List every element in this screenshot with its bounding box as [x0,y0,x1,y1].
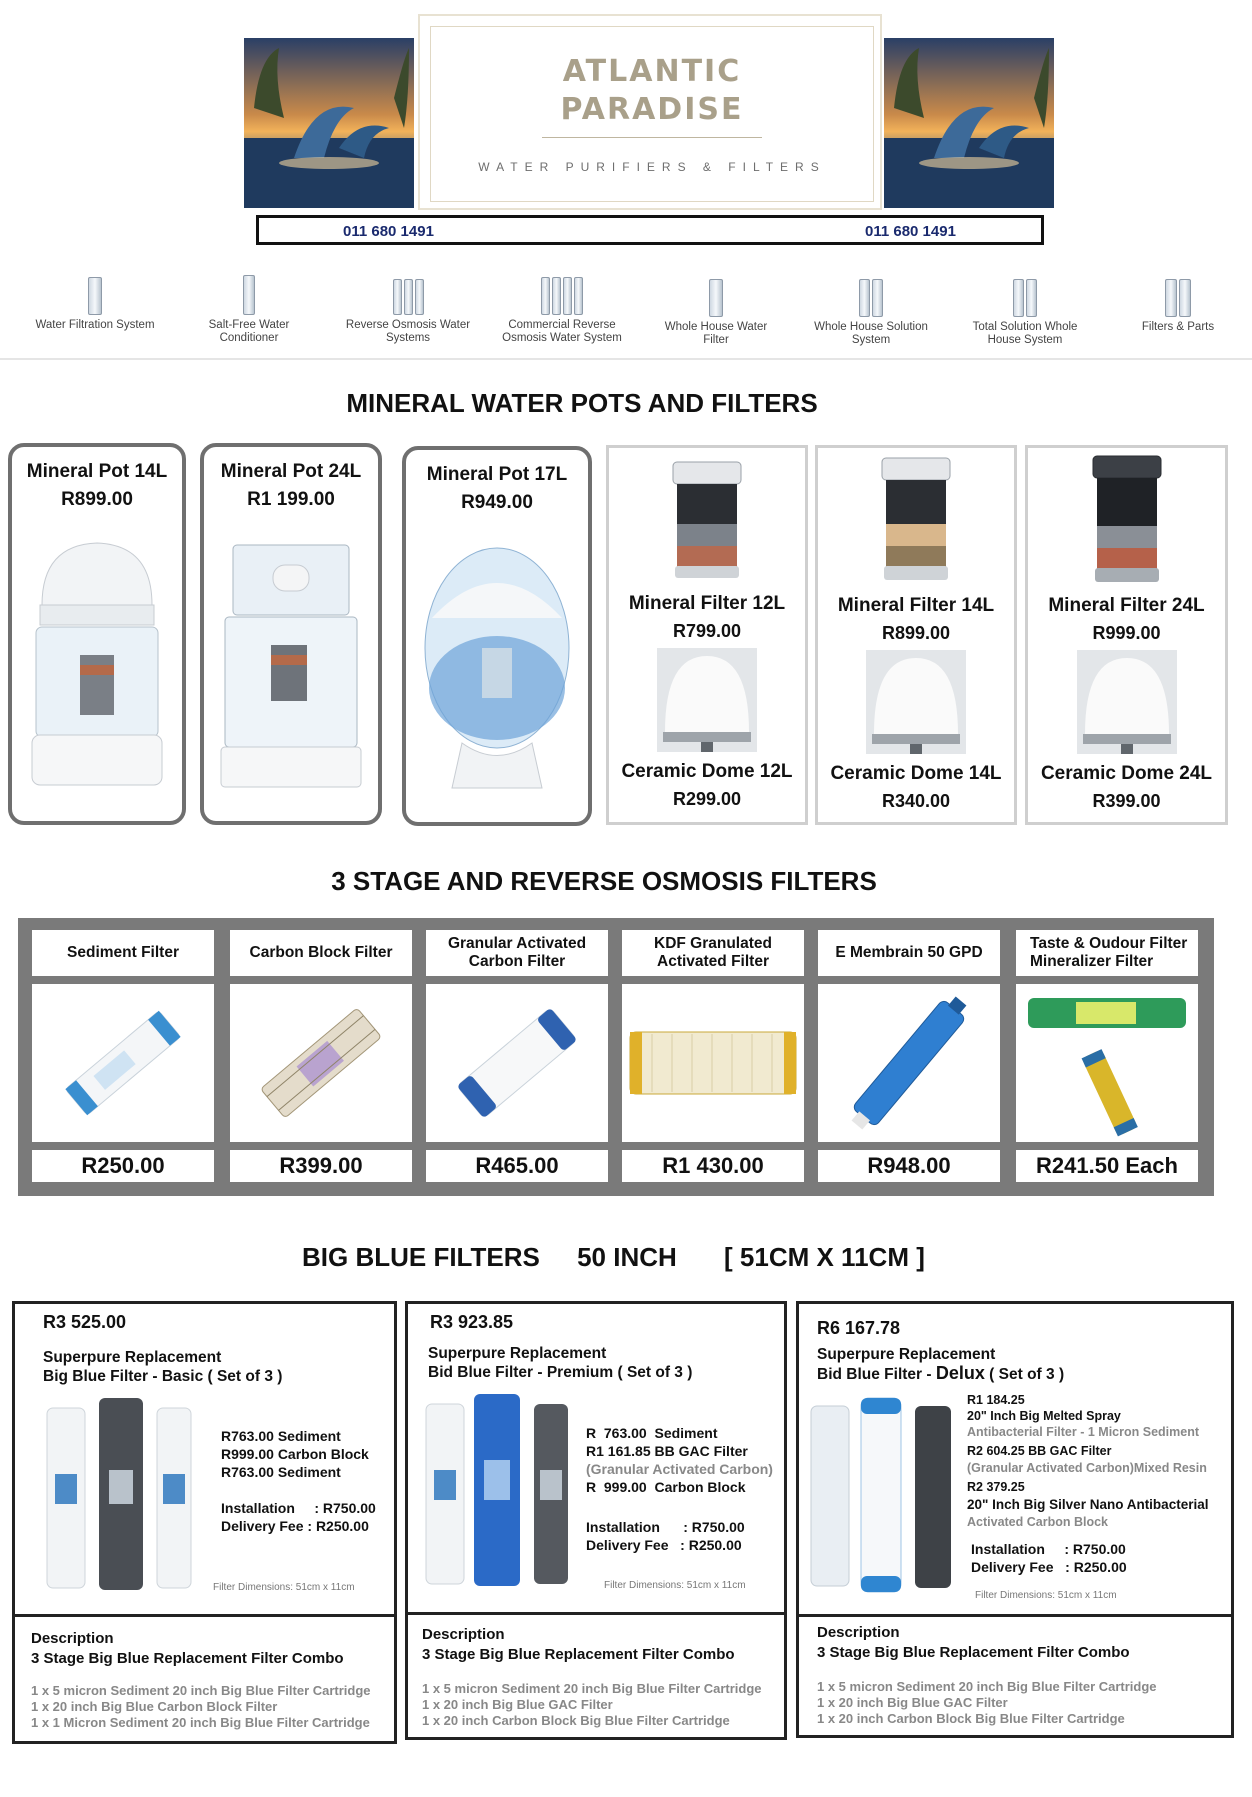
brand-name-line2: PARADISE [560,92,744,127]
category-label: Whole House Solution System [814,321,928,346]
taste-odour-filter-image [1016,984,1198,1142]
category-label: Filters & Parts [1141,321,1215,333]
spec-line: 20" Inch Big Melted Spray [967,1409,1121,1423]
spec-line: R2 604.25 BB GAC Filter [967,1444,1112,1458]
combo-price: R3 923.85 [430,1312,514,1332]
dome-name: Ceramic Dome 24L [1040,763,1213,784]
filter-price: R899.00 [881,623,951,643]
spec-line: R2 379.25 [967,1480,1025,1494]
description-title: 3 Stage Big Blue Replacement Filter Combo [817,1644,1130,1661]
kdf-filter-image [622,984,804,1142]
product-name: Mineral Pot 14L [26,461,168,482]
brand-name-line1: ATLANTIC [562,54,742,89]
stage-header-membrane: E Membrain 50 GPD [818,930,1000,976]
delivery-fee: Delivery Fee : R250.00 [586,1537,742,1553]
category-total-solution[interactable] [960,275,1090,347]
carbon-block-filter-image [230,984,412,1142]
stage-header-gac: Granular Activated Carbon Filter [426,930,608,976]
stage-header-kdf: KDF Granulated Activated Filter [622,930,804,976]
product-price: R899.00 [61,489,133,510]
filter-dimensions: Filter Dimensions: 51cm x 11cm [975,1590,1117,1601]
category-label: Commercial Reverse Osmosis Water System [502,319,622,344]
spec-line: R 763.00 Sediment [586,1425,718,1441]
category-label: Reverse Osmosis Water Systems [345,319,471,344]
spec-line: (Granular Activated Carbon) [586,1461,773,1477]
filter-cartridges-image [43,1394,193,1594]
delux-spec-block [967,1392,1208,1530]
big-blue-premium-card[interactable] [405,1301,787,1615]
stage-price-taste-odour [1016,1150,1198,1182]
combo-price: R3 525.00 [43,1312,127,1332]
category-label: Whole House Water Filter [664,321,768,346]
description-title: 3 Stage Big Blue Replacement Filter Combo [31,1650,344,1667]
ceramic-dome-image [866,650,966,754]
section-title-big-blue [302,1242,925,1273]
description-line: 1 x 20 inch Big Blue GAC Filter [817,1695,1008,1710]
price-suffix: Each [1125,1153,1178,1178]
mineral-filter-image [1087,454,1167,584]
spec-line: Activated Carbon Block [967,1515,1109,1529]
stage-price: R948.00 [818,1150,1000,1182]
spec-line: (Granular Activated Carbon)Mixed Resin [967,1461,1207,1475]
description-line: 1 x 20 inch Big Blue Carbon Block Filter [31,1699,278,1714]
product-name: Mineral Pot 17L [426,464,568,485]
stage-header-taste-odour: Taste & Oudour Filter Mineralizer Filter [1016,930,1198,976]
installation-fee: Installation : R750.00 [971,1541,1126,1557]
dome-name: Ceramic Dome 14L [830,763,1002,784]
combo-title-delux: Delux [935,1363,985,1383]
mineral-filter-image [876,456,956,584]
description-title: 3 Stage Big Blue Replacement Filter Combo [422,1646,735,1663]
product-price: R949.00 [461,492,533,513]
mineral-filter-image [667,458,747,582]
combo-title-line2 [817,1364,1064,1384]
product-card-mineral-filter-24l[interactable] [1025,445,1228,825]
product-card-mineral-pot-17l[interactable] [402,446,592,826]
dome-name: Ceramic Dome 12L [621,761,793,782]
category-label: Water Filtration System [35,319,155,331]
big-blue-delux-card[interactable] [796,1301,1234,1617]
description-label: Description [422,1626,505,1643]
brand-logo[interactable] [418,14,882,210]
combo-title-line2: Big Blue Filter - Basic ( Set of 3 ) [43,1368,283,1385]
stage-price: R241.50 [1036,1153,1120,1178]
phone-number-right[interactable]: 011 680 1491 [865,223,956,240]
stage-price: R399.00 [230,1150,412,1182]
spec-line: R 999.00 Carbon Block [586,1479,746,1495]
product-card-mineral-filter-14l[interactable] [815,445,1017,825]
combo-title-line1: Superpure Replacement [43,1349,222,1366]
combo-title-part: Bid Blue Filter - [817,1366,936,1383]
combo-price: R6 167.78 [817,1318,901,1338]
category-commercial-ro[interactable] [497,273,627,345]
stage-price: R1 430.00 [622,1150,804,1182]
category-label: Total Solution Whole House System [972,321,1078,346]
product-card-mineral-pot-14l[interactable] [8,443,186,825]
total-solution-icon [960,275,1090,317]
single-filter-icon [30,273,160,315]
description-line: 1 x 20 inch Big Blue GAC Filter [422,1697,613,1712]
spec-line: R1 184.25 [967,1393,1025,1407]
phone-number-left[interactable]: 011 680 1491 [343,223,434,240]
category-whole-house-solution[interactable] [806,275,936,347]
membrane-filter-image [818,984,1000,1142]
description-line: 1 x 1 Micron Sediment 20 inch Big Blue Filter Cartridge [31,1715,370,1730]
big-blue-basic-description [12,1614,397,1744]
section-title-mineral: MINERAL WATER POTS AND FILTERS [346,388,818,418]
installation-fee: Installation : R750.00 [586,1519,745,1535]
product-card-mineral-pot-24l[interactable] [200,443,382,825]
delivery-fee: Delivery Fee : R250.00 [221,1518,369,1534]
installation-fee: Installation : R750.00 [221,1500,376,1516]
description-label: Description [817,1624,900,1641]
description-line: 1 x 5 micron Sediment 20 inch Big Blue Filter Cartridge [817,1679,1157,1694]
mineral-pot-image [412,538,582,798]
phone-bar [256,215,1044,245]
ceramic-dome-image [1077,650,1177,754]
spec-line: R1 161.85 BB GAC Filter [586,1443,748,1459]
big-blue-basic-card[interactable] [12,1301,397,1617]
product-card-mineral-filter-12l[interactable] [606,445,808,825]
spec-line: Antibacterial Filter - 1 Micron Sediment [967,1425,1199,1439]
filter-name: Mineral Filter 24L [1048,595,1205,616]
product-price: R1 199.00 [247,489,335,510]
description-line: 1 x 5 micron Sediment 20 inch Big Blue Filter Cartridge [31,1683,371,1698]
product-name: Mineral Pot 24L [220,461,362,482]
ceramic-dome-image [657,648,757,752]
stage-header-carbon-block: Carbon Block Filter [230,930,412,976]
big-blue-size: 50 INCH [577,1242,677,1272]
combo-title-line1: Superpure Replacement [428,1345,607,1362]
filter-price: R799.00 [672,621,742,641]
filters-parts-icon [1113,275,1243,317]
big-blue-title: BIG BLUE FILTERS [302,1242,540,1272]
category-whole-house-filter[interactable] [651,275,781,347]
dome-price: R340.00 [881,791,951,811]
combo-title-part: ( Set of 3 ) [984,1366,1065,1383]
spec-line: R763.00 Sediment [221,1464,341,1480]
logo-divider [542,137,762,138]
big-blue-premium-description [405,1612,787,1740]
nav-divider [0,358,1252,360]
commercial-ro-icon [497,273,627,315]
spec-line: 20" Inch Big Silver Nano Antibacterial [967,1497,1209,1512]
mineral-pot-image [211,535,371,795]
dolphin-banner-left [244,38,414,208]
dome-price: R399.00 [1092,791,1161,811]
conditioner-icon [184,273,314,315]
combo-title-line1: Superpure Replacement [817,1346,996,1363]
section-title-3-stage: 3 STAGE AND REVERSE OSMOSIS FILTERS [331,866,877,896]
category-reverse-osmosis[interactable] [343,273,473,345]
ro-system-icon [343,273,473,315]
description-line: 1 x 20 inch Carbon Block Big Blue Filter Cartridge [817,1711,1125,1726]
dome-price: R299.00 [672,789,742,809]
filter-price: R999.00 [1092,623,1161,643]
sediment-filter-image [32,984,214,1142]
filter-dimensions: Filter Dimensions: 51cm x 11cm [604,1580,746,1591]
stage-price: R465.00 [426,1150,608,1182]
dolphin-image [884,38,1054,208]
description-line: 1 x 20 inch Carbon Block Big Blue Filter Cartridge [422,1713,730,1728]
filter-cartridges-image [807,1396,957,1596]
brand-tagline: WATER PURIFIERS & FILTERS [478,160,826,174]
filter-cartridges-image [422,1390,572,1590]
delivery-fee: Delivery Fee : R250.00 [971,1559,1127,1575]
description-label: Description [31,1630,114,1647]
category-water-filtration[interactable] [30,273,160,332]
stage-header-sediment: Sediment Filter [32,930,214,976]
big-blue-delux-description [796,1614,1234,1738]
three-stage-table [18,918,1214,1196]
category-salt-free[interactable] [184,273,314,345]
whole-house-filter-icon [651,275,781,317]
filter-name: Mineral Filter 14L [837,595,995,616]
combo-title-line2: Bid Blue Filter - Premium ( Set of 3 ) [428,1364,693,1381]
spec-line: R999.00 Carbon Block [221,1446,369,1462]
gac-filter-image [426,984,608,1142]
mineral-pot-image [22,535,172,795]
stage-price: R250.00 [32,1150,214,1182]
category-filters-parts[interactable] [1113,275,1243,334]
whole-house-solution-icon [806,275,936,317]
big-blue-dimensions: [ 51CM X 11CM ] [724,1242,925,1272]
category-label: Salt-Free Water Conditioner [208,319,290,344]
description-line: 1 x 5 micron Sediment 20 inch Big Blue Filter Cartridge [422,1681,762,1696]
filter-name: Mineral Filter 12L [628,593,786,614]
dolphin-banner-right [884,38,1054,208]
filter-dimensions: Filter Dimensions: 51cm x 11cm [213,1582,355,1593]
dolphin-image [244,38,414,208]
spec-line: R763.00 Sediment [221,1428,341,1444]
